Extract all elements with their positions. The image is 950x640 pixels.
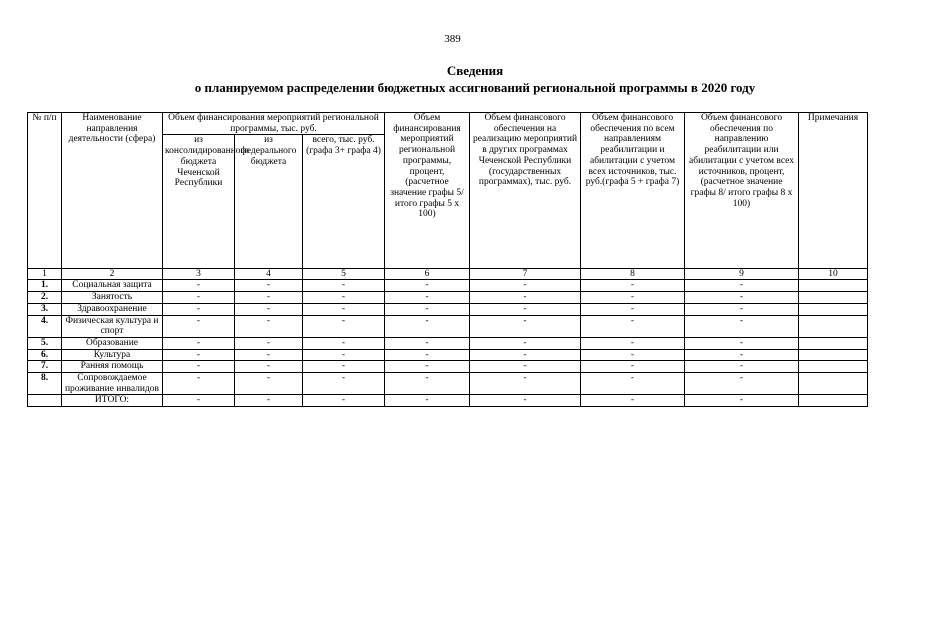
header-col-8: Объем финансового обеспечения по всем направлениям реабилитации и абилитации с учетом всех источников, тыс. руб.(графа 5 + графа 7) <box>581 113 685 269</box>
header-col-1: № п/п <box>28 113 62 269</box>
row-activity-name: Ранняя помощь <box>62 361 163 373</box>
row-note <box>799 361 868 373</box>
row-activity-name: Здравоохранение <box>62 303 163 315</box>
column-number-cell: 10 <box>799 269 868 280</box>
document-subtitle: о планируемом распределении бюджетных ассигнований региональной программы в 2020 году <box>194 80 756 95</box>
row-note <box>799 395 868 407</box>
row-number: 6. <box>28 349 62 361</box>
header-col-9: Объем финансового обеспечения по направлению реабилитации или абилитации с учетом всех источников, процент, (расчетное значение графы 8/ итого графы 8 х 100) <box>685 113 799 269</box>
row-activity-name: Культура <box>62 349 163 361</box>
row-value-col-4: - <box>235 315 303 337</box>
row-value-col-9: - <box>685 315 799 337</box>
page-number: 389 <box>444 33 461 45</box>
row-value-col-6: - <box>385 373 470 395</box>
column-number-cell: 4 <box>235 269 303 280</box>
row-value-col-3: - <box>163 303 235 315</box>
row-value-col-3: - <box>163 361 235 373</box>
row-value-col-8: - <box>581 361 685 373</box>
row-value-col-4: - <box>235 395 303 407</box>
row-note <box>799 303 868 315</box>
row-value-col-7: - <box>470 315 581 337</box>
row-value-col-4: - <box>235 373 303 395</box>
row-value-col-7: - <box>470 280 581 292</box>
row-value-col-4: - <box>235 303 303 315</box>
row-value-col-9: - <box>685 280 799 292</box>
row-value-col-3: - <box>163 395 235 407</box>
column-number-row <box>28 269 868 280</box>
row-value-col-9: - <box>685 349 799 361</box>
header-group-financing: Объем финансирования мероприятий региональной программы, тыс. руб. <box>163 113 385 135</box>
row-note <box>799 280 868 292</box>
row-activity-name: Физическая культура и спорт <box>62 315 163 337</box>
row-value-col-8: - <box>581 337 685 349</box>
row-note <box>799 349 868 361</box>
row-activity-name: Образование <box>62 337 163 349</box>
row-value-col-6: - <box>385 395 470 407</box>
row-value-col-9: - <box>685 361 799 373</box>
table-row <box>28 303 868 315</box>
table-row <box>28 315 868 337</box>
row-note <box>799 337 868 349</box>
header-col-3: из консолидированного бюджета Чеченской Республики <box>163 135 235 269</box>
row-value-col-9: - <box>685 337 799 349</box>
row-value-col-9: - <box>685 303 799 315</box>
column-number-cell: 3 <box>163 269 235 280</box>
row-value-col-8: - <box>581 292 685 304</box>
column-number-cell: 6 <box>385 269 470 280</box>
row-value-col-5: - <box>303 337 385 349</box>
row-activity-name: Занятость <box>62 292 163 304</box>
row-value-col-4: - <box>235 280 303 292</box>
row-value-col-3: - <box>163 337 235 349</box>
row-number: 7. <box>28 361 62 373</box>
row-value-col-5: - <box>303 280 385 292</box>
row-value-col-6: - <box>385 292 470 304</box>
row-value-col-9: - <box>685 292 799 304</box>
row-value-col-5: - <box>303 395 385 407</box>
row-value-col-8: - <box>581 303 685 315</box>
row-value-col-7: - <box>470 349 581 361</box>
column-number-cell: 8 <box>581 269 685 280</box>
row-value-col-9: - <box>685 395 799 407</box>
table-row <box>28 280 868 292</box>
row-value-col-3: - <box>163 280 235 292</box>
row-value-col-7: - <box>470 292 581 304</box>
row-value-col-5: - <box>303 303 385 315</box>
row-value-col-4: - <box>235 349 303 361</box>
row-value-col-3: - <box>163 349 235 361</box>
row-value-col-6: - <box>385 315 470 337</box>
header-col-7: Объем финансового обеспечения на реализацию мероприятий в других программах Чеченской Республики (государственных программах), тыс. руб. <box>470 113 581 269</box>
column-number-cell: 5 <box>303 269 385 280</box>
row-note <box>799 315 868 337</box>
row-value-col-8: - <box>581 280 685 292</box>
row-number: 8. <box>28 373 62 395</box>
row-value-col-7: - <box>470 373 581 395</box>
row-value-col-7: - <box>470 395 581 407</box>
row-value-col-9: - <box>685 373 799 395</box>
row-value-col-6: - <box>385 349 470 361</box>
header-col-6: Объем финансирования мероприятий региональной программы, процент, (расчетное значение графы 5/ итого графы 5 х 100) <box>385 113 470 269</box>
header-col-2: Наименование направления деятельности (сфера) <box>62 113 163 269</box>
row-value-col-5: - <box>303 361 385 373</box>
row-value-col-7: - <box>470 337 581 349</box>
row-value-col-8: - <box>581 349 685 361</box>
header-col-10: Примечания <box>799 113 868 269</box>
row-value-col-3: - <box>163 373 235 395</box>
table-row <box>28 361 868 373</box>
row-value-col-8: - <box>581 373 685 395</box>
row-number: 1. <box>28 280 62 292</box>
row-value-col-6: - <box>385 361 470 373</box>
row-value-col-4: - <box>235 361 303 373</box>
table-row <box>28 349 868 361</box>
table-row <box>28 337 868 349</box>
header-row-1 <box>28 113 868 135</box>
row-note <box>799 292 868 304</box>
row-value-col-5: - <box>303 315 385 337</box>
header-col-5: всего, тыс. руб. (графа 3+ графа 4) <box>303 135 385 269</box>
row-value-col-3: - <box>163 315 235 337</box>
row-value-col-5: - <box>303 292 385 304</box>
row-value-col-4: - <box>235 337 303 349</box>
column-number-cell: 1 <box>28 269 62 280</box>
row-value-col-8: - <box>581 315 685 337</box>
row-value-col-7: - <box>470 303 581 315</box>
header-col-4: из федерального бюджета <box>235 135 303 269</box>
row-value-col-6: - <box>385 337 470 349</box>
table-row <box>28 395 868 407</box>
row-activity-name: ИТОГО: <box>62 395 163 407</box>
row-value-col-4: - <box>235 292 303 304</box>
row-number: 2. <box>28 292 62 304</box>
row-value-col-7: - <box>470 361 581 373</box>
row-number: 4. <box>28 315 62 337</box>
row-value-col-6: - <box>385 303 470 315</box>
row-number: 3. <box>28 303 62 315</box>
row-value-col-6: - <box>385 280 470 292</box>
row-value-col-5: - <box>303 349 385 361</box>
row-number <box>28 395 62 407</box>
row-number: 5. <box>28 337 62 349</box>
row-value-col-3: - <box>163 292 235 304</box>
table-row <box>28 373 868 395</box>
table-row <box>28 292 868 304</box>
column-number-cell: 7 <box>470 269 581 280</box>
column-number-cell: 9 <box>685 269 799 280</box>
budget-allocation-table <box>27 112 868 407</box>
column-number-cell: 2 <box>62 269 163 280</box>
row-note <box>799 373 868 395</box>
row-activity-name: Сопровождаемое проживание инвалидов <box>62 373 163 395</box>
row-value-col-5: - <box>303 373 385 395</box>
row-value-col-8: - <box>581 395 685 407</box>
document-title: Сведения <box>446 63 504 78</box>
row-activity-name: Социальная защита <box>62 280 163 292</box>
